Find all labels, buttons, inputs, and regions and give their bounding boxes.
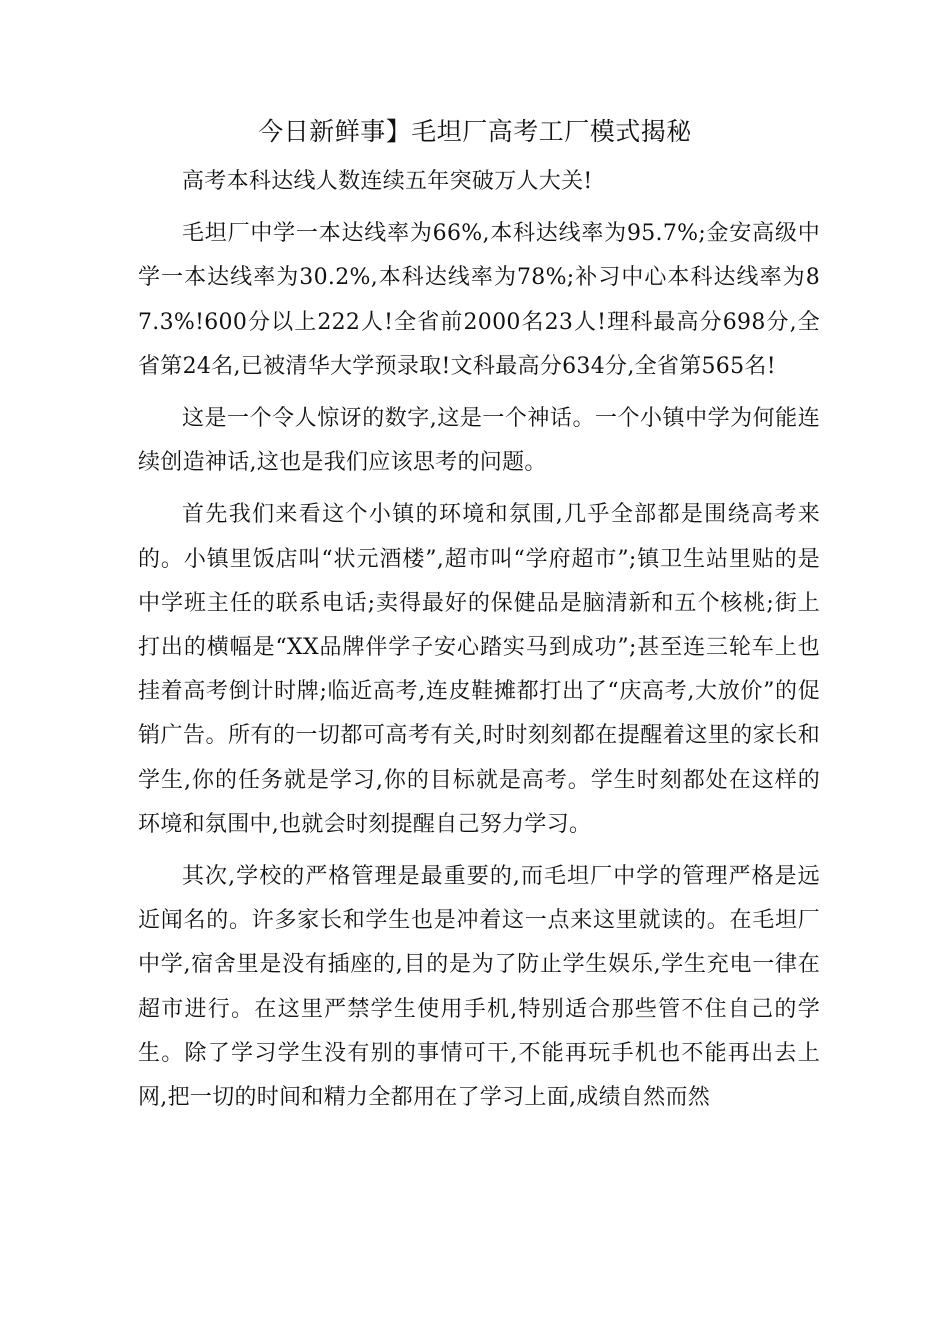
paragraph-environment: 首先我们来看这个小镇的环境和氛围,几乎全部都是围绕高考来的。小镇里饭店叫“状元酒楼”,超市叫“学府超市”;镇卫生站里贴的是中学班主任的联系电话;卖得最好的保健品是脑清新和五个核桃;街上打出的横幅是“XX品牌伴学子安心踏实马到成功”;甚至连三轮车上也挂着高考倒计时牌;临近高考,连皮鞋摊都打出了“庆高考,大放价”的促销广告。所有的一切都可高考有关,时时刻刻都在提醒着这里的家长和学生,你的任务就是学习,你的目标就是高考。学生时刻都处在这样的环境和氛围中,也就会时刻提醒自己努力学习。 bbox=[138, 502, 820, 837]
paragraph-headline: 高考本科达线人数连续五年突破万人大关! bbox=[182, 169, 593, 194]
document-title: 今日新鲜事】毛坦厂高考工厂模式揭秘 bbox=[258, 117, 692, 146]
paragraph-myth: 这是一个令人惊讶的数字,这是一个神话。一个小镇中学为何能连续创造神话,这也是我们应该思考的问题。 bbox=[138, 406, 820, 476]
paragraph-management: 其次,学校的严格管理是最重要的,而毛坦厂中学的管理严格是远近闻名的。许多家长和学生也是冲着这一点来这里就读的。在毛坦厂中学,宿舍里是没有插座的,目的是为了防止学生娱乐,学生充电一律在超市进行。在这里严禁学生使用手机,特别适合那些管不住自己的学生。除了学习学生没有别的事情可干,不能再玩手机也不能再出去上网,把一切的时间和精力全都用在了学习上面,成绩自然而然 bbox=[138, 864, 820, 1111]
paragraph-statistics: 毛坦厂中学一本达线率为66%,本科达线率为95.7%;金安高级中学一本达线率为30.2%,本科达线率为78%;补习中心本科达线率为87.3%!600分以上222人!全省前2000名23人!理科最高分698分,全省第24名,已被清华大学预录取!文科最高分634分,全省第565名! bbox=[138, 221, 820, 379]
document-body bbox=[138, 160, 820, 1128]
